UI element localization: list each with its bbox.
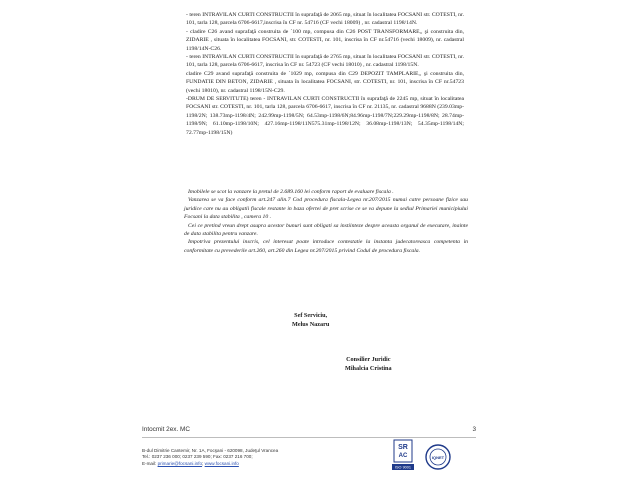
certification-logos <box>358 438 476 476</box>
property-item: - teren INTRAVILAN CURTI CONSTRUCTII în suprafaţă de 2765 mp, situat în localitatea FOCSANI str. COTESTI, nr. 101, tarla 128, parcela 6706-6617, inscrisa în CF nr. 54723 (CF vechi 18010) , nr. cadastral 1198/15N. <box>186 54 464 69</box>
property-item: - cladire C26 avand suprafaţă construita de `100 mp, compusa din C26 POST TRANSFORMARE,, şi construita din, ZIDARIE , situata în localitatea FOCSANI, str. COTESTI, nr. 101, inscrisa în CF nr.54716 (vechi 18009), nr. cadastral 1198/14N-C26. <box>186 28 464 52</box>
footer-header <box>142 426 476 433</box>
iqnet-logo <box>426 445 450 469</box>
signature-head-of-service <box>292 311 329 329</box>
iqnet-text: IQNET <box>431 455 445 460</box>
ac-text: AC <box>398 453 408 459</box>
signature-legal-advisor <box>345 355 392 373</box>
phone-line: Tel.: 0237 236 000; 0237 239 590; Fax: 0237 216 700; <box>142 454 253 460</box>
property-item: - teren INTRAVILAN CURTI CONSTRUCTII în suprafaţă de 2065 mp, situat în localitatea FOCSANI str. COTESTI, nr. 101, tarla 128, parcela 6706-6617,inscrisa în CF nr. 54716 (CF vechi 18009) , nr. cadastral 1198/14N. <box>186 12 464 27</box>
srac-text: SR <box>398 444 408 451</box>
property-item: cladire C29 avand suprafaţă construita de `1029 mp, compusa din C29 DEPOZIT TAMPLARIE,, şi construita din, FUNDATIE DIN BETON, ZIDARIE , situata în localitatea FOCSANI, str. COTESTI, nr. 101, inscrisa în CF nr.54723 (vechi 18010), nr. cadastral 1198/15N-C29. <box>186 70 464 94</box>
link-separator: ; <box>202 460 205 466</box>
property-list <box>186 11 464 137</box>
signature-name: Melus Nazaru <box>292 321 330 328</box>
website-link[interactable]: www.focsani.info <box>204 460 239 466</box>
email-label: E-mail: <box>142 460 158 466</box>
signature-name: Mihalcia Cristina <box>345 365 392 372</box>
note-paragraph: Vanzarea se va face conform art.247 alin.7 Cod procedura fiscala-Legea nr.207/2015 numai catre persoane fizice sau juridice care nu au obligatii fiscale restante in baza ofertei de pret scrise ce se va depune la sediul Primariei municipiului Focsani la data stabilita , camera 10 . <box>184 197 468 221</box>
sale-notes <box>184 188 468 255</box>
prepared-by-note: Intocmit 2ex. MC <box>142 426 190 433</box>
note-paragraph: Impotriva prezentului inscris, cel interesat poate introduce contestatie la instanta judecatoreasca competenta in conformitate cu prevederile art.260, art.260 din Legea nr.207/2015 privind Codul de procedura fiscala. <box>184 239 468 254</box>
iso-text: ISO 9001 <box>394 465 412 470</box>
property-item: -DRUM DE SERVITUTE) teren - INTRAVILAN CURTI CONSTRUCTII în suprafaţă de 2245 mp, situat în localitatea FOCSANI str. COTESTI, nr. 101, tarla 128, parcela 6706-6617, inscrisa în CF nr. 21135, nr. cadastral 9688N (239.03mp-1198/2N; 138.73mp-1198/4N; 242.99mp-1198/5N; 64.53mp-1198/6N;84.96mp-1198/7N;229.29mp-1198/8N; 28.74mp-1198/9N; 61.10mp-1198/10N; 427.16mp-1198/11N575.31mp-1198/12N; 36.08mp-1198/13N; 54.35mp-1198/14N; 72.77mp-1198/15N) <box>186 96 464 136</box>
contact-line <box>142 461 352 467</box>
address-line: B-dul Dimitrie Cantemir, Nr. 1A, Focşani - 620098, Judeţul Vrancea <box>142 448 279 453</box>
note-paragraph: Cei ce pretind vreun drept asupra acestor bunuri sunt obligati sa instiinteze despre aceasta organul de executare, inainte de data stabilita pentru vanzare. <box>184 222 468 238</box>
srac-logo <box>392 440 414 470</box>
signature-role: Consilier Juridic <box>346 356 391 363</box>
signature-role: Sef Serviciu, <box>294 312 328 319</box>
page-number: 3 <box>472 426 476 433</box>
email-link[interactable]: primarie@focsani.info <box>157 460 203 466</box>
address-block <box>142 448 352 467</box>
note-paragraph: Imobilele se scot la vanzare la pretul de 2.689.160 lei conform raport de evaluare fiscala . <box>188 189 394 195</box>
